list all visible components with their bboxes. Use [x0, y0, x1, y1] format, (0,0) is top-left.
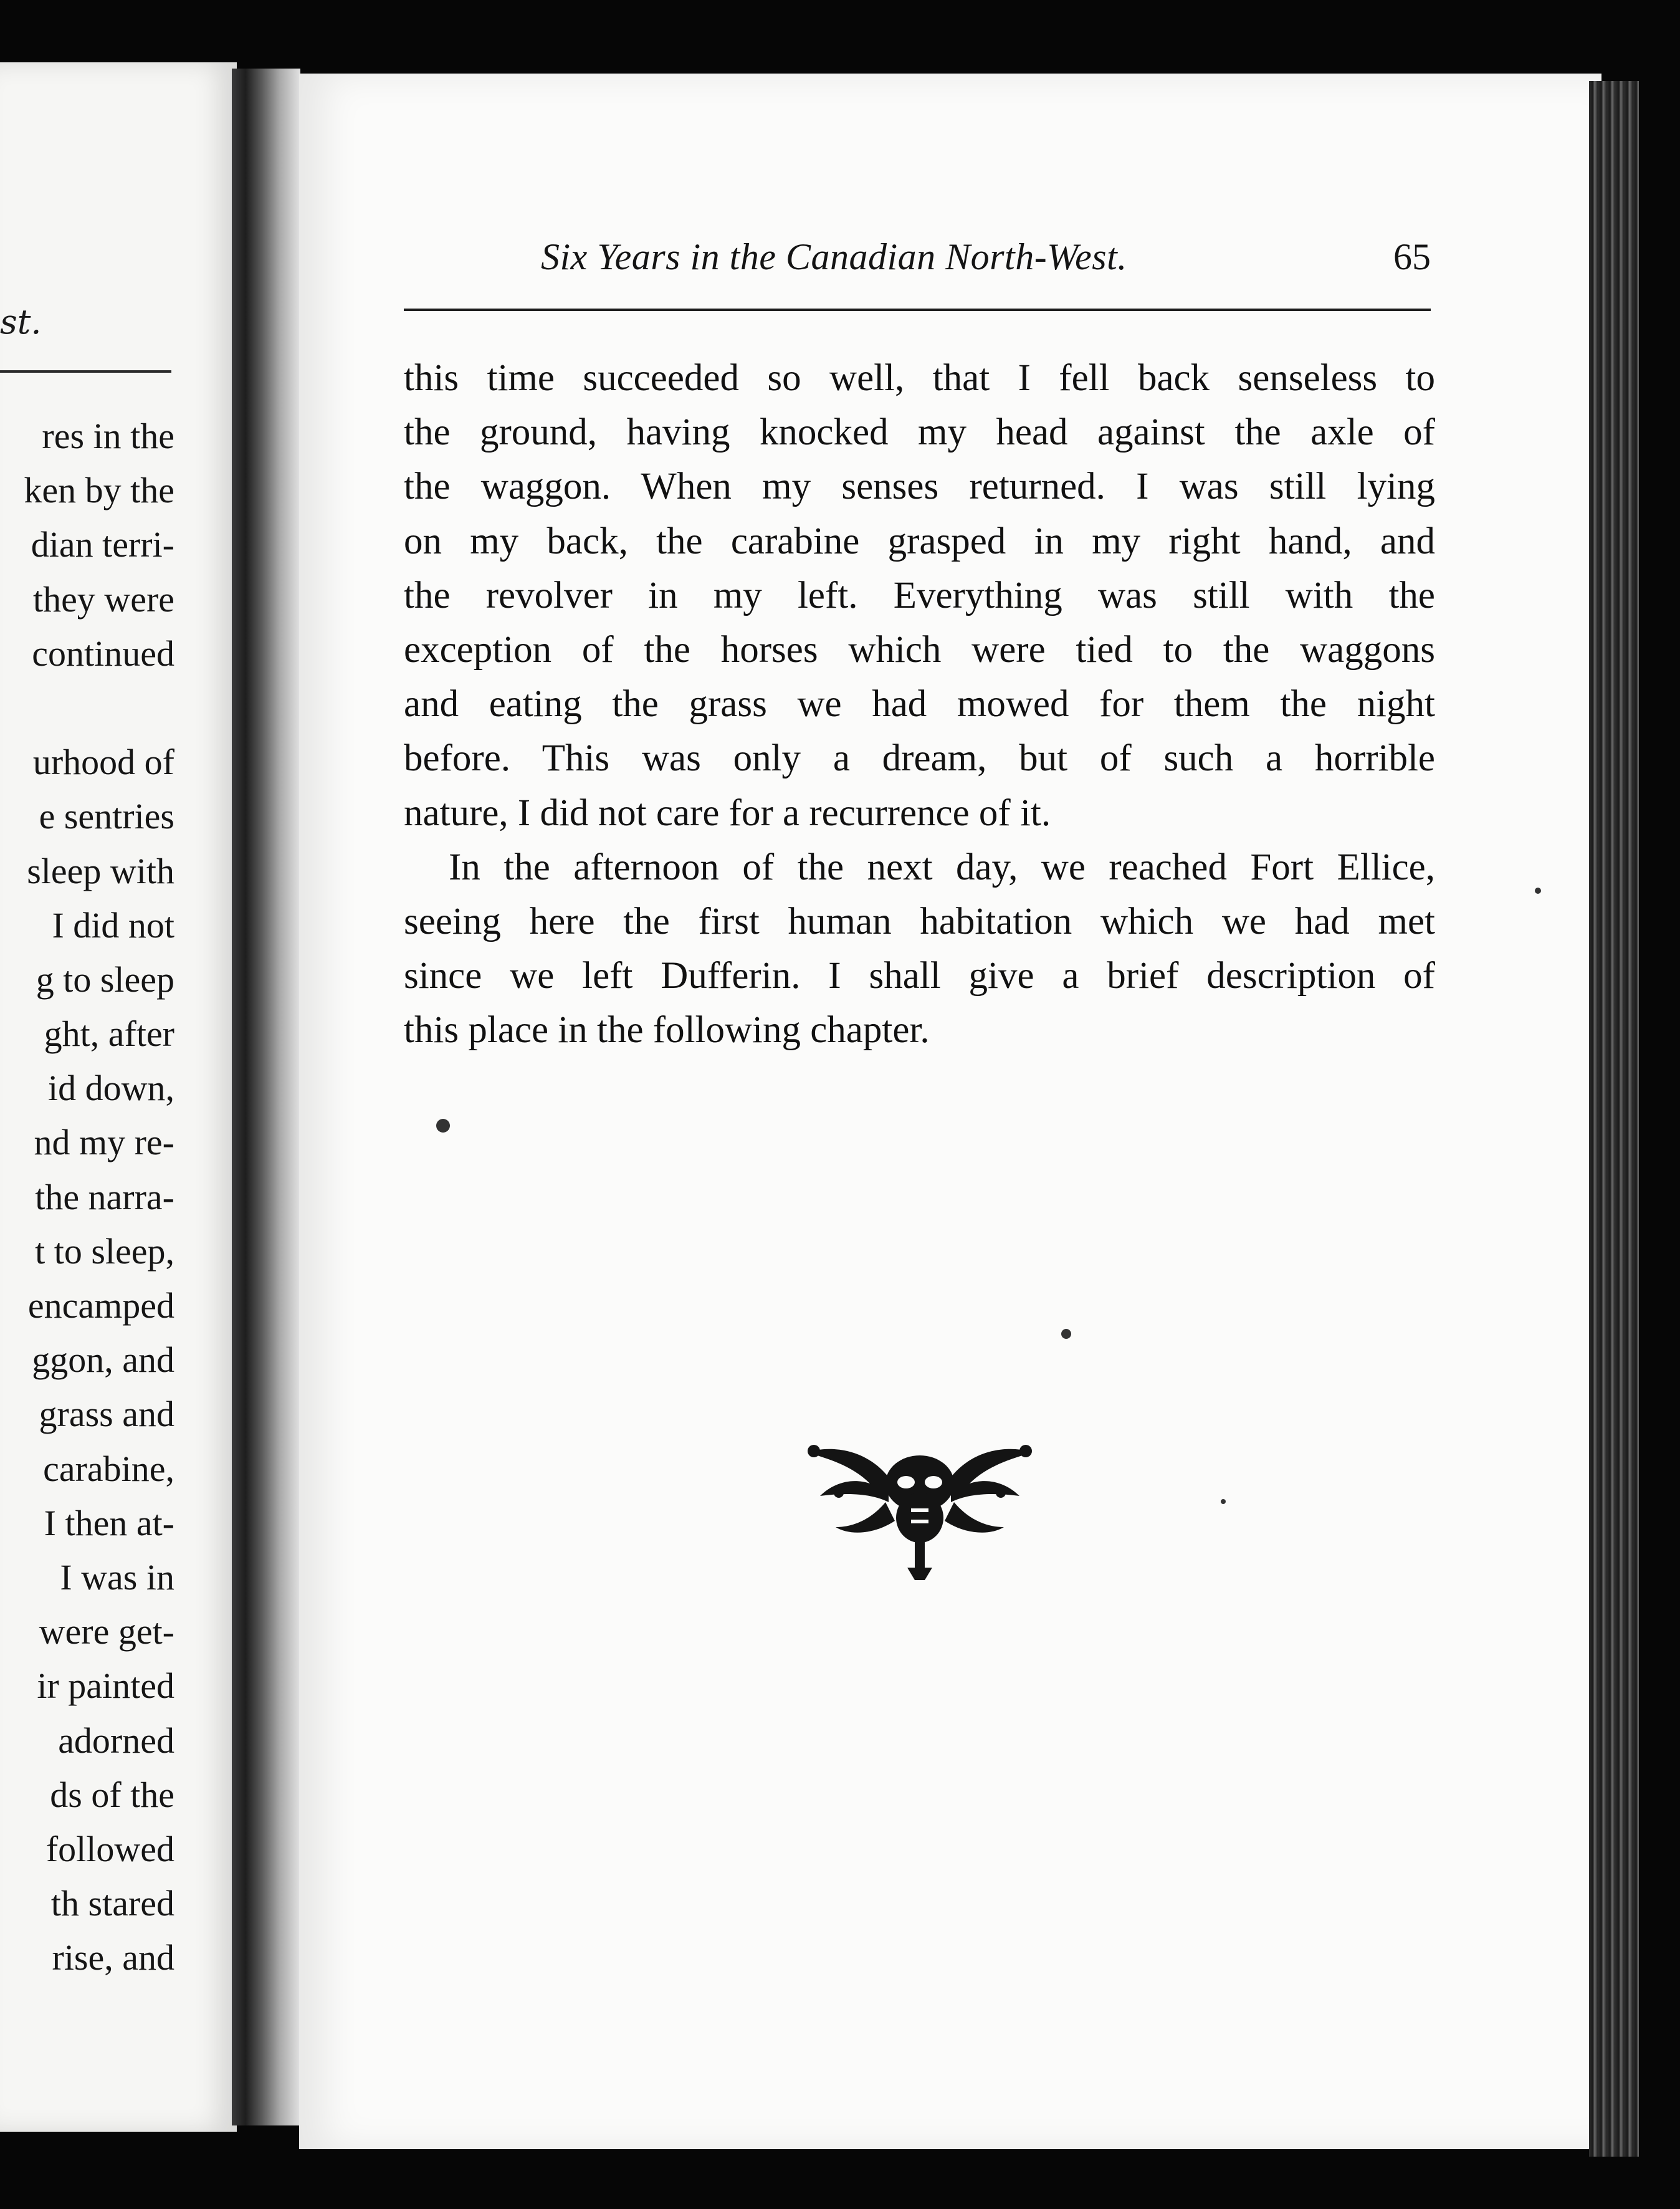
left-page-line: followed — [45, 1828, 174, 1869]
left-page-line: ken by the — [24, 470, 174, 511]
text-line: before. This was only a dream, but of such a horrible — [404, 737, 1435, 780]
left-page-text — [0, 409, 174, 1985]
left-page-line: res in the — [42, 416, 174, 456]
left-page-line: e sentries — [39, 796, 174, 837]
text-line: the waggon. When my senses returned. I was still lying — [404, 466, 1435, 508]
left-page-line: adorned — [58, 1720, 174, 1761]
left-page-line: ds of the — [50, 1774, 174, 1815]
paragraph — [404, 351, 1435, 840]
left-facing-page — [0, 62, 237, 2132]
ink-speck — [436, 1119, 450, 1133]
left-page-line: t to sleep, — [35, 1230, 174, 1272]
body-text — [404, 351, 1435, 1057]
text-line: the ground, having knocked my head against the axle of — [404, 411, 1435, 454]
left-page-line: carabine, — [43, 1448, 174, 1489]
text-line: this time succeeded so well, that I fell back senseless to — [404, 357, 1435, 399]
left-page-line: th stared — [50, 1883, 174, 1924]
book-gutter — [232, 69, 300, 2125]
left-page-line — [0, 681, 174, 735]
text-line: exception of the horses which were tied to the waggons — [404, 628, 1435, 671]
left-page-line: I was in — [60, 1556, 174, 1598]
ink-speck — [1535, 888, 1541, 894]
page-number: 65 — [1393, 236, 1431, 277]
text-line: on my back, the carabine grasped in my right hand, and — [404, 520, 1435, 562]
header-rule — [404, 309, 1431, 311]
left-page-line: sleep with — [27, 850, 174, 891]
left-page-line: I then at- — [44, 1502, 174, 1543]
left-page-line: g to sleep — [36, 959, 174, 1000]
left-page-line: ght, after — [44, 1013, 174, 1055]
left-page-line: encamped — [27, 1285, 174, 1326]
left-page-line: continued — [32, 633, 174, 674]
running-header — [404, 236, 1431, 285]
floral-ornament-icon — [801, 1434, 1038, 1583]
paragraph — [404, 840, 1435, 1058]
text-line: the revolver in my left. Everything was still with the — [404, 574, 1435, 616]
left-page-line: dian terri- — [31, 524, 174, 565]
left-page-line: urhood of — [32, 742, 174, 783]
text-line: seeing here the first human habitation which we had met — [404, 900, 1435, 942]
page-edges — [1589, 81, 1639, 2157]
left-page-line: the narra- — [35, 1176, 174, 1217]
text-line: In the afternoon of the next day, we reached Fort Ellice, — [449, 846, 1435, 888]
text-line: this place in the following chapter. — [404, 1009, 930, 1052]
left-page-line: nd my re- — [34, 1122, 174, 1163]
left-page-line: grass and — [39, 1394, 174, 1435]
left-page-line: ggon, and — [32, 1339, 174, 1381]
ink-speck — [1061, 1329, 1071, 1339]
left-header-rule — [0, 370, 171, 373]
text-line: and eating the grass we had mowed for them the night — [404, 683, 1435, 726]
left-page-line: I did not — [52, 904, 174, 946]
left-page-line: they were — [32, 578, 174, 620]
ink-speck — [1221, 1499, 1226, 1504]
left-page-line: rise, and — [52, 1937, 174, 1978]
left-page-line: ir painted — [37, 1665, 174, 1707]
left-page-line: id down, — [48, 1068, 174, 1109]
left-running-head-fragment: st. — [0, 302, 42, 342]
running-title: Six Years in the Canadian North-West. — [541, 236, 1127, 277]
text-line: since we left Dufferin. I shall give a brief description of — [404, 955, 1435, 997]
left-page-line: were get- — [39, 1611, 174, 1652]
text-line: nature, I did not care for a recurrence of it. — [404, 792, 1051, 834]
